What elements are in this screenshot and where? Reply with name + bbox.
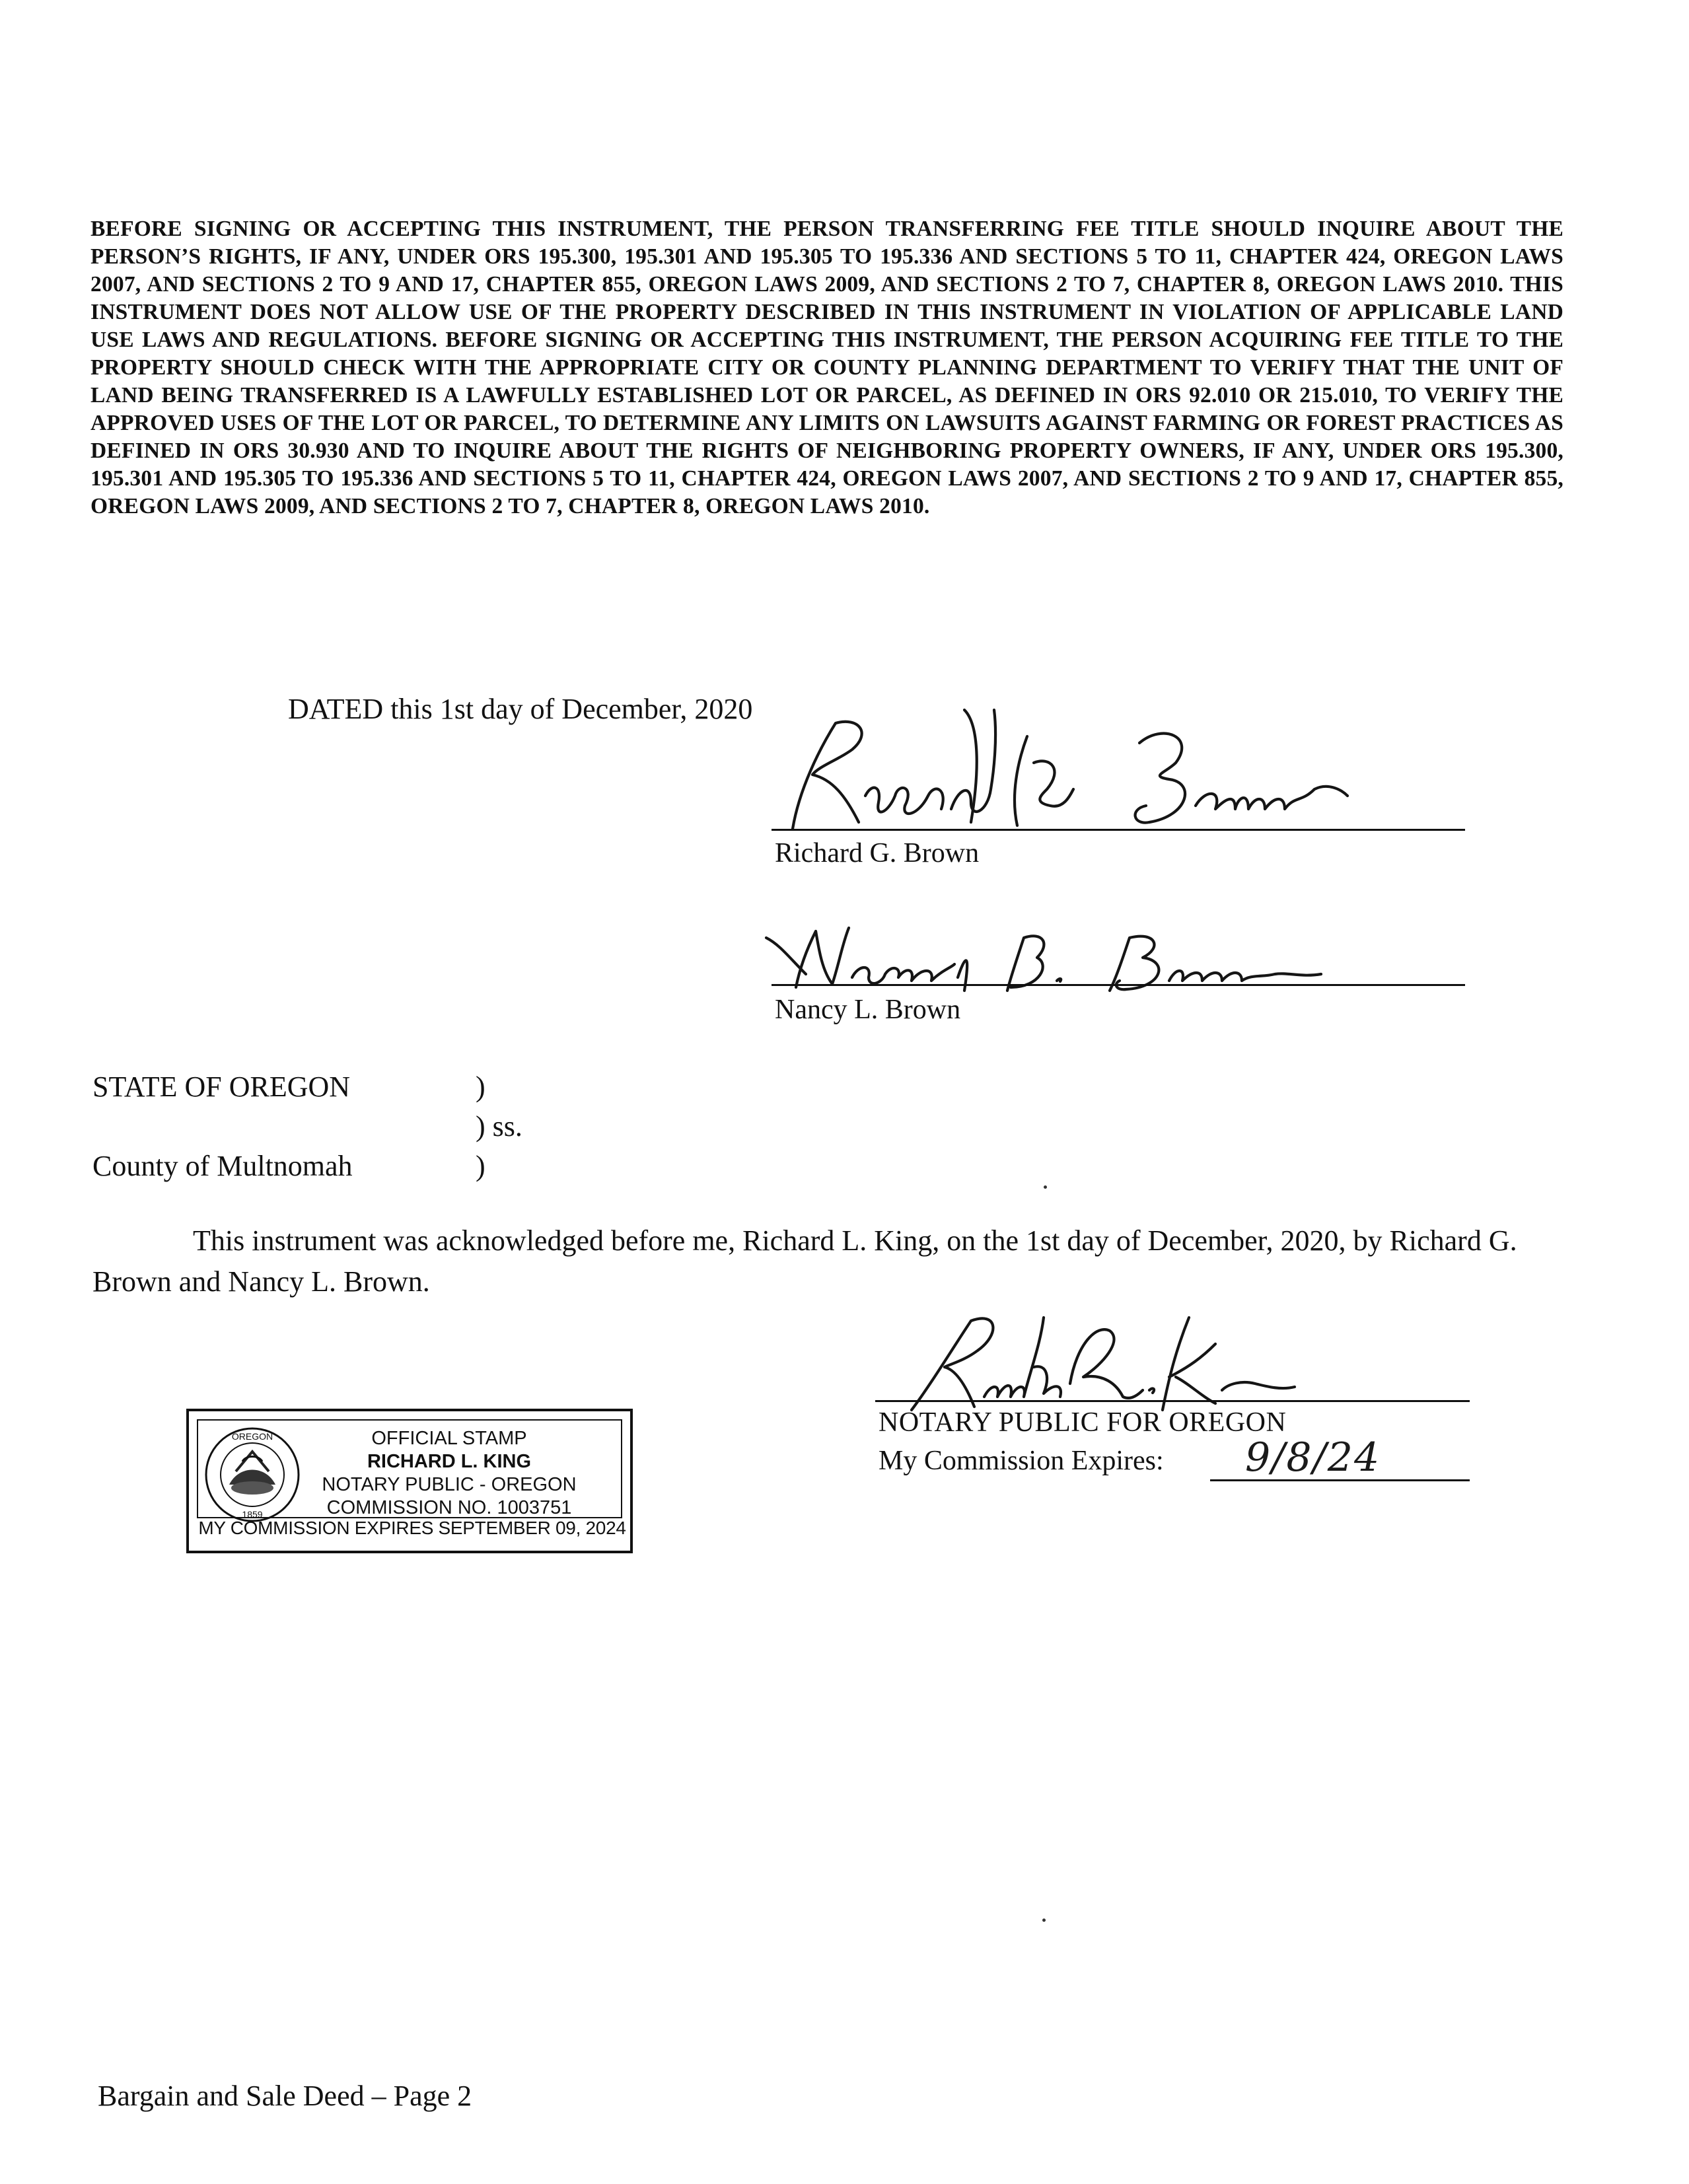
county-label: County of Multnomah — [92, 1150, 353, 1182]
stamp-expiration-line: MY COMMISSION EXPIRES SEPTEMBER 09, 2024 — [198, 1518, 626, 1538]
page-footer: Bargain and Sale Deed – Page 2 — [98, 2080, 472, 2112]
signer-name-nancy: Nancy L. Brown — [775, 995, 961, 1025]
signer-name-richard: Richard G. Brown — [775, 838, 980, 868]
stamp-line-official: OFFICIAL STAMP — [371, 1428, 527, 1449]
signature-richard-brown — [773, 697, 1433, 842]
venue-paren-1: ) — [476, 1071, 485, 1103]
notary-title: NOTARY PUBLIC FOR OREGON — [879, 1407, 1287, 1438]
svg-text:OREGON: OREGON — [231, 1431, 273, 1442]
acknowledgment-paragraph: This instrument was acknowledged before me, Richard L. King, on the 1st day of December, 2020, by Richard G. Brown and Nancy L. Brown. — [92, 1224, 1517, 1298]
scan-speck — [1044, 1185, 1047, 1189]
stamp-line-name: RICHARD L. KING — [367, 1451, 532, 1472]
notary-signature-line — [875, 1400, 1470, 1402]
signature-line-richard — [772, 829, 1465, 831]
dated-line: DATED this 1st day of December, 2020 — [288, 693, 753, 725]
commission-expires-value: 9/8/24 — [1245, 1434, 1381, 1481]
venue-paren-ss: ) ss. — [476, 1110, 522, 1143]
stamp-line-commission: COMMISSION NO. 1003751 — [326, 1497, 572, 1518]
oregon-state-seal-icon — [203, 1425, 302, 1524]
scan-speck — [1042, 1919, 1046, 1922]
commission-expires-label: My Commission Expires: — [879, 1446, 1164, 1476]
state-label: STATE OF OREGON — [92, 1071, 351, 1103]
signature-line-nancy — [772, 984, 1465, 986]
venue-paren-3: ) — [476, 1150, 485, 1182]
svg-text:1859: 1859 — [242, 1509, 263, 1520]
stamp-line-title: NOTARY PUBLIC - OREGON — [322, 1474, 577, 1495]
land-use-warning: BEFORE SIGNING OR ACCEPTING THIS INSTRUMENT, THE PERSON TRANSFERRING FEE TITLE SHOULD INQUIRE ABOUT THE PERSON’S RIGHTS, IF ANY, UNDER ORS 195.300, 195.301 AND 195.305 TO 195.336 AND SECTIONS 5 TO 11, CHAPTER 424, OREGON LAWS 2007, AND SECTIONS 2 TO 9 AND 17, CHAPTER 855, OREGON LAWS 2009, AND SECTIONS 2 TO 7, CHAPTER 8, OREGON LAWS 2010. THIS INSTRUMENT DOES NOT ALLOW USE OF THE PROPERTY DESCRIBED IN THIS INSTRUMENT IN VIOLATION OF APPLICABLE LAND USE LAWS AND REGULATIONS. BEFORE SIGNING OR ACCEPTING THIS INSTRUMENT, THE PERSON ACQUIRING FEE TITLE TO THE PROPERTY SHOULD CHECK WITH THE APPROPRIATE CITY OR COUNTY PLANNING DEPARTMENT TO VERIFY THAT THE UNIT OF LAND BEING TRANSFERRED IS A LAWFULLY ESTABLISHED LOT OR PARCEL, AS DEFINED IN ORS 92.010 OR 215.010, TO VERIFY THE APPROVED USES OF THE LOT OR PARCEL, TO DETERMINE ANY LIMITS ON LAWSUITS AGAINST FARMING OR FOREST PRACTICES AS DEFINED IN ORS 30.930 AND TO INQUIRE ABOUT THE RIGHTS OF NEIGHBORING PROPERTY OWNERS, IF ANY, UNDER ORS 195.300, 195.301 AND 195.305 TO 195.336 AND SECTIONS 5 TO 11, CHAPTER 424, OREGON LAWS 2007, AND SECTIONS 2 TO 9 AND 17, CHAPTER 855, OREGON LAWS 2009, AND SECTIONS 2 TO 7, CHAPTER 8, OREGON LAWS 2010. — [90, 217, 1563, 518]
